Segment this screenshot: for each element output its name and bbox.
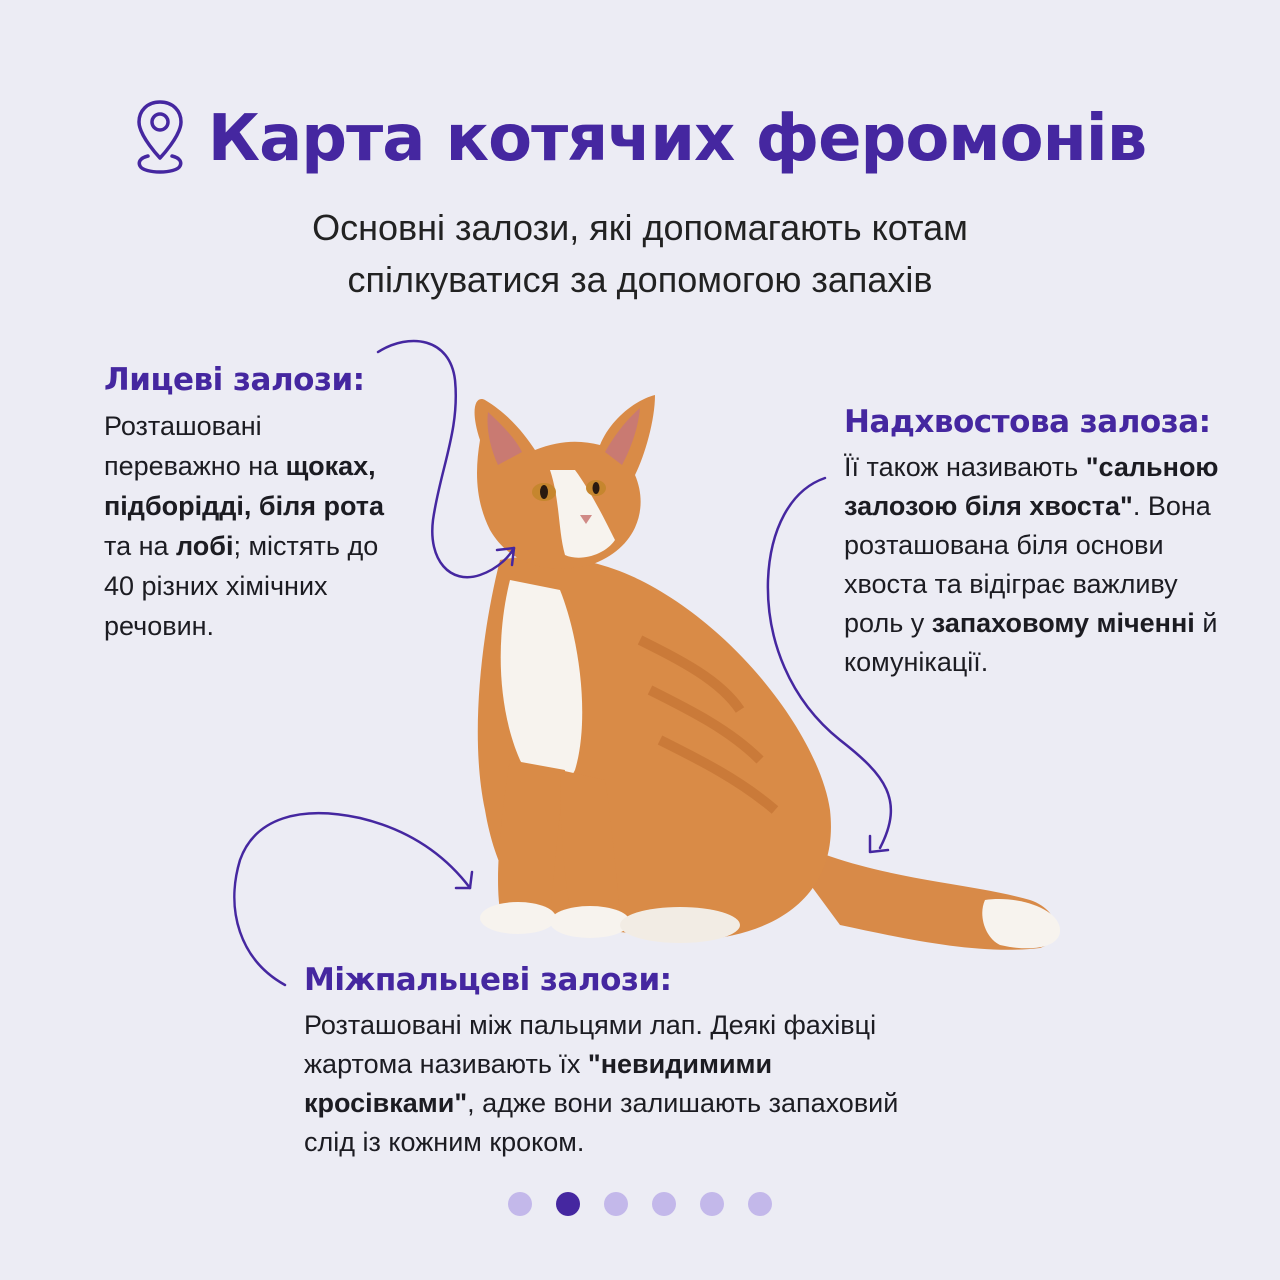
pagination-dot[interactable]: [508, 1192, 532, 1216]
facial-glands-title: Лицеві залози:: [104, 362, 365, 398]
tail-bold-2: запаховому міченні: [931, 608, 1195, 638]
cat-photo: [440, 380, 1080, 960]
pagination-dot[interactable]: [700, 1192, 724, 1216]
pagination-dots: [0, 1192, 1280, 1216]
paws-text-1: Розташовані між пальцями лап. Деякі фахівці жартома називають їх: [304, 1010, 877, 1079]
paws-arrow: [234, 813, 470, 985]
page-subtitle: Основні залози, які допомагають котам спілкуватися за допомогою запахів: [312, 207, 968, 300]
paw-glands-block: [304, 962, 944, 1162]
tail-text-1: Її також називають: [844, 452, 1086, 482]
map-pin-icon: [134, 96, 186, 182]
facial-glands-block: [104, 362, 404, 646]
pagination-dot[interactable]: [556, 1192, 580, 1216]
pagination-dot[interactable]: [652, 1192, 676, 1216]
title-row: [0, 96, 1280, 182]
pagination-dot[interactable]: [604, 1192, 628, 1216]
tail-bold-1: "сальною залозою біля хвоста": [844, 452, 1219, 521]
tail-gland-title: Надхвостова залоза:: [844, 404, 1211, 440]
paw-glands-title: Міжпальцеві залози:: [304, 962, 672, 998]
paw-glands-text: [304, 1006, 944, 1162]
pagination-dot[interactable]: [748, 1192, 772, 1216]
facial-glands-text: [104, 406, 404, 646]
tail-text-2: . Вона розташована біля основи хвоста та відіграє важливу роль у: [844, 491, 1211, 638]
tail-text-3: й комунікації.: [844, 608, 1218, 677]
header: [0, 96, 1280, 306]
facial-text-2: та на: [104, 531, 177, 561]
paws-bold-1: "невидимими кросівками": [304, 1049, 773, 1118]
paws-text-2: , адже вони залишають запаховий слід із кожним кроком.: [304, 1088, 899, 1157]
page-title: Карта котячих феромонів: [207, 102, 1147, 176]
facial-text-1: Розташовані переважно на: [104, 411, 286, 481]
facial-text-3: ; містять до 40 різних хімічних речовин.: [104, 531, 379, 641]
facial-bold-1: щоках, підборідді, біля рота: [104, 451, 385, 521]
facial-bold-2: лобі: [176, 531, 234, 561]
